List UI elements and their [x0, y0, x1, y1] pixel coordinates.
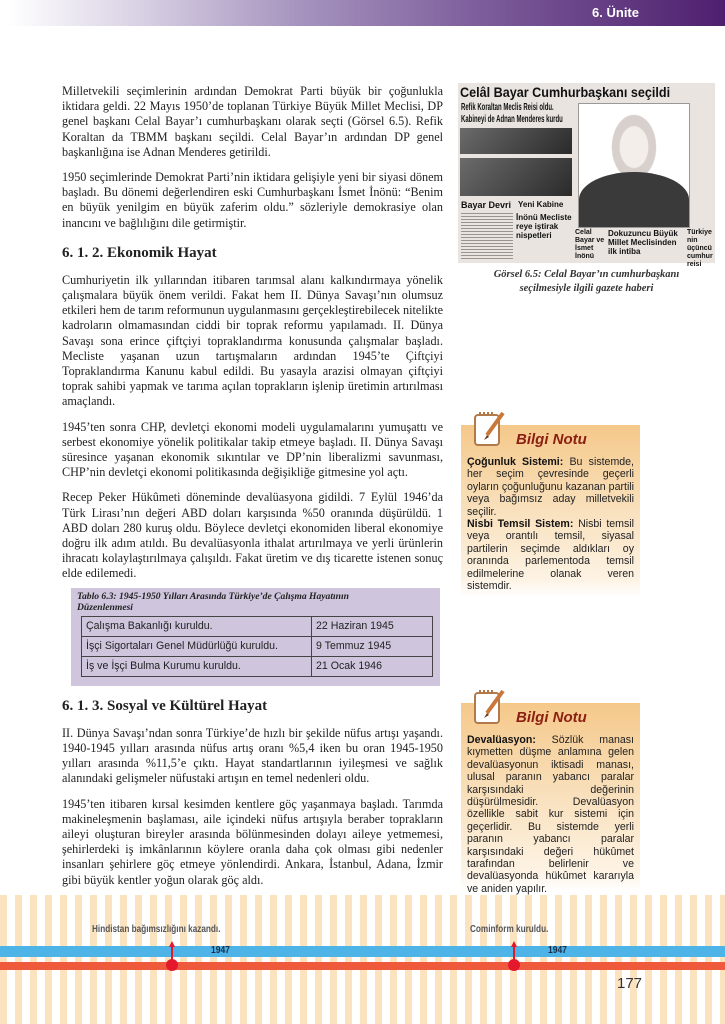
paragraph: Recep Peker Hükûmeti döneminde devalüasyona gidildi. 7 Eylül 1946’da Türk Lirası’nın değeri ABD doları karşısında %50 oranında düşürüldü. 1 ABD doları 280 kuruş oldu. Böylece devletçi ekonomiden liberal ekonomiye doğru ilk adım atıldı. Bu devalüasyonla ithalat artırılmaya ve yerli ürünlerin ihracatı kolaylaştırılmaya çalışıldı. Fakat üretim ve dış ticarette istenen sonuç elde edilemedi.	[62, 490, 443, 581]
info-note-body	[467, 456, 634, 592]
timeline-event-label: Hindistan bağımsızlığını kazandı.	[92, 924, 221, 935]
work-life-table	[71, 588, 440, 686]
timeline-marker-dot	[166, 959, 178, 971]
crowd-photo	[460, 158, 572, 196]
unit-title: 6. Ünite	[592, 5, 639, 20]
caption-line: seçilmesiyle ilgili gazete haberi	[519, 283, 654, 294]
table-row	[82, 616, 433, 636]
notepad-pencil-icon	[473, 409, 507, 449]
term: Devalüasyon:	[467, 734, 536, 746]
table-cell: 22 Haziran 1945	[312, 616, 433, 636]
info-note-title: Bilgi Notu	[516, 709, 587, 726]
newspaper-box: Dokuzuncu Büyük Millet Meclisinden ilk intiba	[608, 229, 678, 256]
newspaper-headline: Celâl Bayar Cumhurbaşkanı seçildi	[460, 84, 671, 100]
table-cell: 21 Ocak 1946	[312, 656, 433, 676]
page-number: 177	[617, 975, 643, 992]
newspaper-box: Celal Bayar ve İsmet İnönü	[575, 229, 605, 260]
table-cell: Çalışma Bakanlığı kuruldu.	[82, 616, 312, 636]
paragraph: II. Dünya Savaşı’ndan sonra Türkiye’de hızlı bir şekilde nüfus artışı yaşandı. 1940-1945 yılları arasında nüfus artış oranı %5,4 iken bu oran 1945-1950 yılları arasında %11,5’e çıktı. Hayat standartlarının iyileşmesi ve sağlık alanındaki gelişmeler nüfustaki artışın en temel nedenleri oldu.	[62, 725, 443, 786]
info-note-body	[467, 734, 634, 895]
table-cell: İş ve İşçi Bulma Kurumu kuruldu.	[82, 656, 312, 676]
timeline	[0, 895, 725, 1024]
paragraph: 1945’ten sonra CHP, devletçi ekonomi modeli uygulamalarını yumuşattı ve serbest ekonomiye yönelik politikalar takip etmeye başladı. II. Dünya Savaşı süresince yaşanan ekonomik sıkıntılar ve DP’nin liberalizmi savunması, CHP’nin devletçi ekonomi politikasında değişikliğe gitmesine yol açtı.	[62, 419, 443, 480]
arrow-up-icon	[511, 941, 517, 947]
timeline-blue-bar	[0, 946, 725, 957]
newspaper-box: Türkiyenin üçüncü cumhurreisi	[687, 229, 713, 268]
timeline-red-bar	[0, 962, 725, 970]
main-text-column	[62, 84, 443, 898]
timeline-year: 1947	[548, 945, 567, 956]
info-note-title: Bilgi Notu	[516, 431, 587, 448]
table-caption: Tablo 6.3: 1945-1950 Yılları Arasında Türkiye’de Çalışma Hayatının Düzenlenmesi	[77, 590, 350, 613]
paragraph: 1945’ten itibaren kırsal kesimden kentlere göç yaşanmaya başladı. Tarımda makineleşmenin başlaması, aile içindeki nüfus artışıyla beraber toprakların aileyi oluşturan bireyler arasında bölünmesinden dolayı aileye yetmemesi, şehirlerdeki iş imkânlarının köylere oranla daha çok olması gibi nedenler insanları şehirlere göç etmeye yönlendirdi. Ankara, İstanbul, Adana, İzmir gibi büyük kentler yoğun olarak göç aldı.	[62, 796, 443, 887]
table-cell: İşçi Sigortaları Genel Müdürlüğü kuruldu.	[82, 636, 312, 656]
timeline-event-label: Cominform kuruldu.	[470, 924, 549, 935]
notepad-pencil-icon	[473, 687, 507, 727]
newspaper-box: İnönü Mecliste reye iştirak nispetleri	[516, 213, 572, 240]
table-row	[82, 636, 433, 656]
table-row	[82, 656, 433, 676]
newspaper-image	[458, 83, 715, 268]
paragraph: 1950 seçimlerinde Demokrat Parti’nin iktidara gelişiyle yeni bir siyasi dönem başladı. Bu dönemi değerlendiren eski Cumhurbaşkanı İsmet İnönü: “Benim en büyük yenilgim en büyük zaferim oldu.” sözleriyle demokrasiye olan inancını ve bağlılığını dile getirmiştir.	[62, 170, 443, 230]
portrait-photo	[578, 103, 690, 228]
term: Çoğunluk Sistemi:	[467, 456, 564, 468]
unit-header-bar	[8, 0, 725, 26]
info-note-box	[461, 425, 640, 597]
table-cell: 9 Temmuz 1945	[312, 636, 433, 656]
section-heading-economic: 6. 1. 2. Ekonomik Hayat	[62, 244, 217, 261]
caption-line: Görsel 6.5: Celal Bayar’ın cumhurbaşkanı	[493, 269, 680, 280]
timeline-year: 1947	[211, 945, 230, 956]
definition: Bu sistemde, her seçim çevresinde geçerli oyların çoğunluğunu kazanan partili veya bağımsız aday milletvekili seçilir.	[467, 456, 635, 518]
arrow-up-icon	[169, 941, 175, 947]
info-note-box	[461, 703, 640, 895]
timeline-marker-dot	[508, 959, 520, 971]
newspaper-box: Yeni Kabine	[518, 200, 564, 209]
crowd-photo	[460, 128, 572, 154]
section-heading-social: 6. 1. 3. Sosyal ve Kültürel Hayat	[62, 697, 268, 714]
term: Nisbi Temsil Sistem:	[467, 518, 574, 531]
definition: Nisbi temsil veya orantılı temsil, siyasal partilerin seçimde aldıkları oy oranında parlementoda temsil edilmelerine olanak veren sistemdir.	[467, 518, 634, 593]
paragraph: Milletvekili seçimlerinin ardından Demokrat Parti büyük bir çoğunlukla iktidara geldi. 22 Mayıs 1950’de toplanan Türkiye Büyük Millet Meclisi, DP genel başkanı Celal Bayar’ı cumhurbaşkanı olarak seçti (Görsel 6.5). Refik Koraltan da TBMM başkanı seçildi. Celal Bayar’ın ardından DP genel başkanlığına ise Adnan Menderes getirildi.	[62, 84, 443, 159]
newspaper-subheadline: Kabineyi de Adnan Menderes kurdu	[461, 114, 563, 125]
newspaper-subheadline: Refik Koraltan Meclis Reisi oldu.	[461, 102, 554, 113]
paragraph: Cumhuriyetin ilk yıllarından itibaren tarımsal alanı kalkındırmaya yönelik çalışmalara büyük önem verildi. Fakat hem II. Dünya Savaşı’nın olumsuz etkileri hem de tarım reformunun uygulanmasını gerçekleştirebilecek nitelikte kadroların olmamasından ciddi bir toprak reformu yapılamadı. II. Dünya Savaşı sona erince çiftçiyi topraklandırma konusunda çalışmalar başladı. Mecliste yaşanan uzun tartışmaların ardından 1945’te Çiftçiyi Topraklandırma Kanunu kabul edildi. Bu yasayla arazisi olmayan çiftçiyi toprak sahibi yapmak ve tarıma açılan toprakların işlenip üretimin artırılması amaçlandı.	[62, 272, 443, 409]
definition: Sözlük manası kıymetten düşme anlamına gelen devalüasyonun iktisadi manası, ulusal paranın yabancı paralar karşısındaki değerinin düşürülmesidir. Devalüasyon özellikle sabit kur sistemi için geçerlidir. Bu sistemde yerli paranın yabancı paralar karşısındaki değeri hükûmet tarafından belirlenir ve devalüasyonda hükûmet kararıyla ve aniden yapılır.	[467, 734, 634, 895]
newspaper-box: Bayar Devri	[461, 200, 512, 210]
figure-caption	[458, 268, 715, 296]
